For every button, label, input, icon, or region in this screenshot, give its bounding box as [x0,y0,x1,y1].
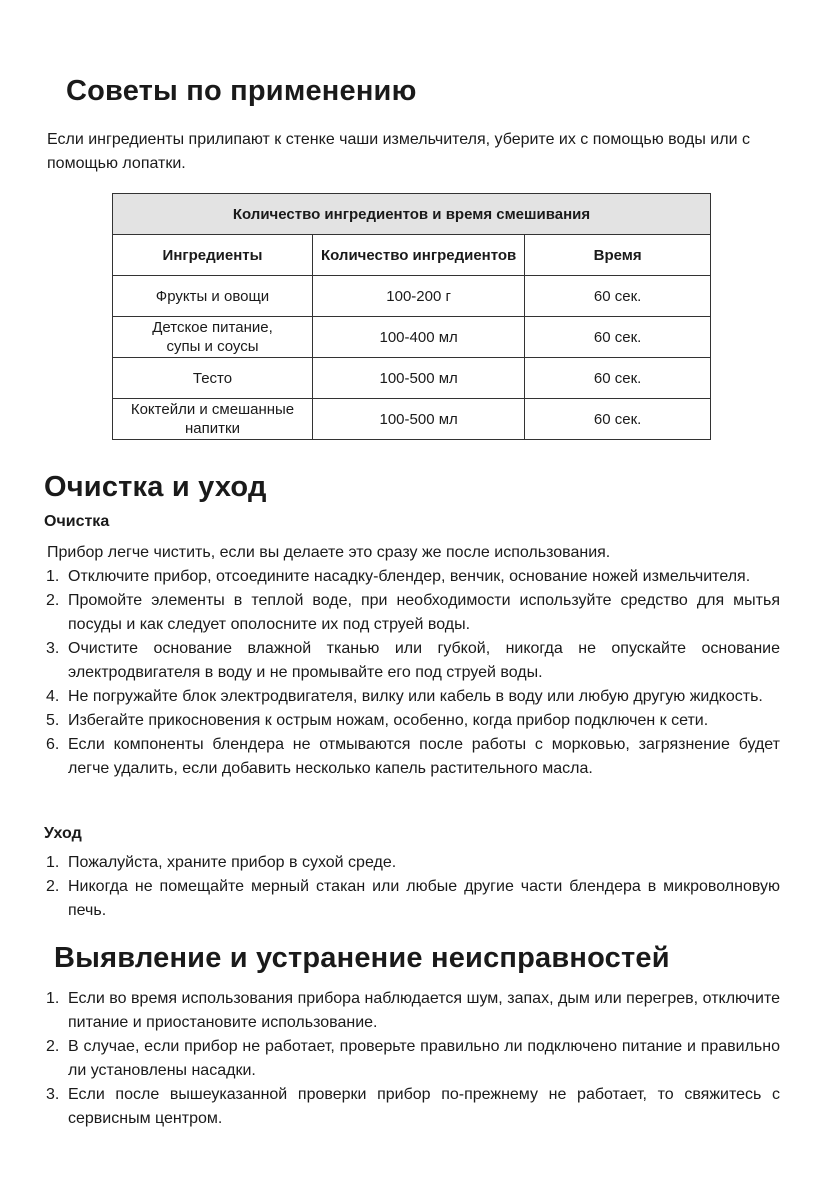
clean-step-text: Очистите основание влажной тканью или губкой, никогда не опускайте основание электродвигателя в воду и не промывайте его под струей воды. [68,640,780,681]
care-step-text: Никогда не помещайте мерный стакан или любые другие части блендера в микроволновую печь. [68,878,780,919]
care-steps-list [44,851,780,923]
time-cell: 60 сек. [525,317,711,358]
quantity-cell: 100-400 мл [313,317,525,358]
list-item: 1. Отключите прибор, отсоедините насадку-блендер, венчик, основание ножей измельчителя. [46,568,751,585]
ingredient-cell: Фрукты и овощи [113,276,313,317]
clean-step-text: Отключите прибор, отсоедините насадку-блендер, венчик, основание ножей измельчителя. [68,568,751,585]
column-header-time: Время [525,235,711,276]
care-step-text: Пожалуйста, храните прибор в сухой среде. [68,854,397,871]
ingredient-cell: Коктейли и смешанные напитки [113,399,313,440]
column-header-quantity: Количество ингредиентов [313,235,525,276]
clean-lead: Прибор легче чистить, если вы делаете это сразу же после использования. [47,544,611,561]
table-row [113,317,711,358]
ingredient-cell: Детское питание, супы и соусы [113,317,313,358]
list-item: 2. Промойте элементы в теплой воде, при необходимости используйте средство для мытья посуды и как следует ополосните их под струей воды. [46,592,780,633]
table-row [113,358,711,399]
quantity-cell: 100-500 мл [313,399,525,440]
troubleshooting-steps-list [44,987,780,1131]
table-row [113,399,711,440]
care-subheading: Уход [44,825,82,842]
trouble-step-text: Если после вышеуказанной проверки прибор по-прежнему не работает, то свяжитесь с сервисным центром. [68,1086,780,1127]
list-item: 2. Никогда не помещайте мерный стакан или любые другие части блендера в микроволновую печь. [46,878,780,919]
time-cell: 60 сек. [525,358,711,399]
list-item: 1. Если во время использования прибора наблюдается шум, запах, дым или перегрев, отключите питание и приостановите использование. [46,990,780,1031]
clean-step-text: Промойте элементы в теплой воде, при необходимости используйте средство для мытья посуды и как следует ополосните их под струей воды. [68,592,780,633]
trouble-step-text: В случае, если прибор не работает, проверьте правильно ли подключено питание и правильно ли установлены насадки. [68,1038,780,1079]
table-caption-row [113,194,711,235]
ingredient-cell: Тесто [113,358,313,399]
list-item: 1. Пожалуйста, храните прибор в сухой среде. [46,854,397,871]
table-caption: Количество ингредиентов и время смешивания [113,194,711,235]
list-item: 3. Если после вышеуказанной проверки прибор по-прежнему не работает, то свяжитесь с сервисным центром. [46,1086,780,1127]
time-cell: 60 сек. [525,399,711,440]
table-header-row [113,235,711,276]
list-item: 3. Очистите основание влажной тканью или губкой, никогда не опускайте основание электродвигателя в воду и не промывайте его под струей воды. [46,640,780,681]
list-item: 2. В случае, если прибор не работает, проверьте правильно ли подключено питание и правильно ли установлены насадки. [46,1038,780,1079]
tips-heading: Советы по применению [66,75,417,107]
list-item: 4. Не погружайте блок электродвигателя, вилку или кабель в воду или любую другую жидкость. [46,688,763,705]
mixing-table [112,193,711,440]
clean-subheading: Очистка [44,513,110,530]
list-item: 5. Избегайте прикосновения к острым ножам, особенно, когда прибор подключен к сети. [46,712,709,729]
clean-steps-list [44,565,780,781]
clean-step-text: Если компоненты блендера не отмываются после работы с морковью, загрязнение будет легче удалить, если добавить несколько капель растительного масла. [68,736,780,777]
clean-step-text: Избегайте прикосновения к острым ножам, особенно, когда прибор подключен к сети. [68,712,709,729]
cleaning-heading: Очистка и уход [44,471,267,503]
quantity-cell: 100-200 г [313,276,525,317]
troubleshooting-heading: Выявление и устранение неисправностей [54,942,670,974]
column-header-ingredients: Ингредиенты [113,235,313,276]
clean-step-text: Не погружайте блок электродвигателя, вилку или кабель в воду или любую другую жидкость. [68,688,763,705]
tips-intro: Если ингредиенты прилипают к стенке чаши измельчителя, уберите их с помощью воды или с помощью лопатки. [47,131,750,172]
table-row [113,276,711,317]
list-item: 6. Если компоненты блендера не отмываются после работы с морковью, загрязнение будет легче удалить, если добавить несколько капель растительного масла. [46,736,780,777]
time-cell: 60 сек. [525,276,711,317]
trouble-step-text: Если во время использования прибора наблюдается шум, запах, дым или перегрев, отключите питание и приостановите использование. [68,990,780,1031]
quantity-cell: 100-500 мл [313,358,525,399]
